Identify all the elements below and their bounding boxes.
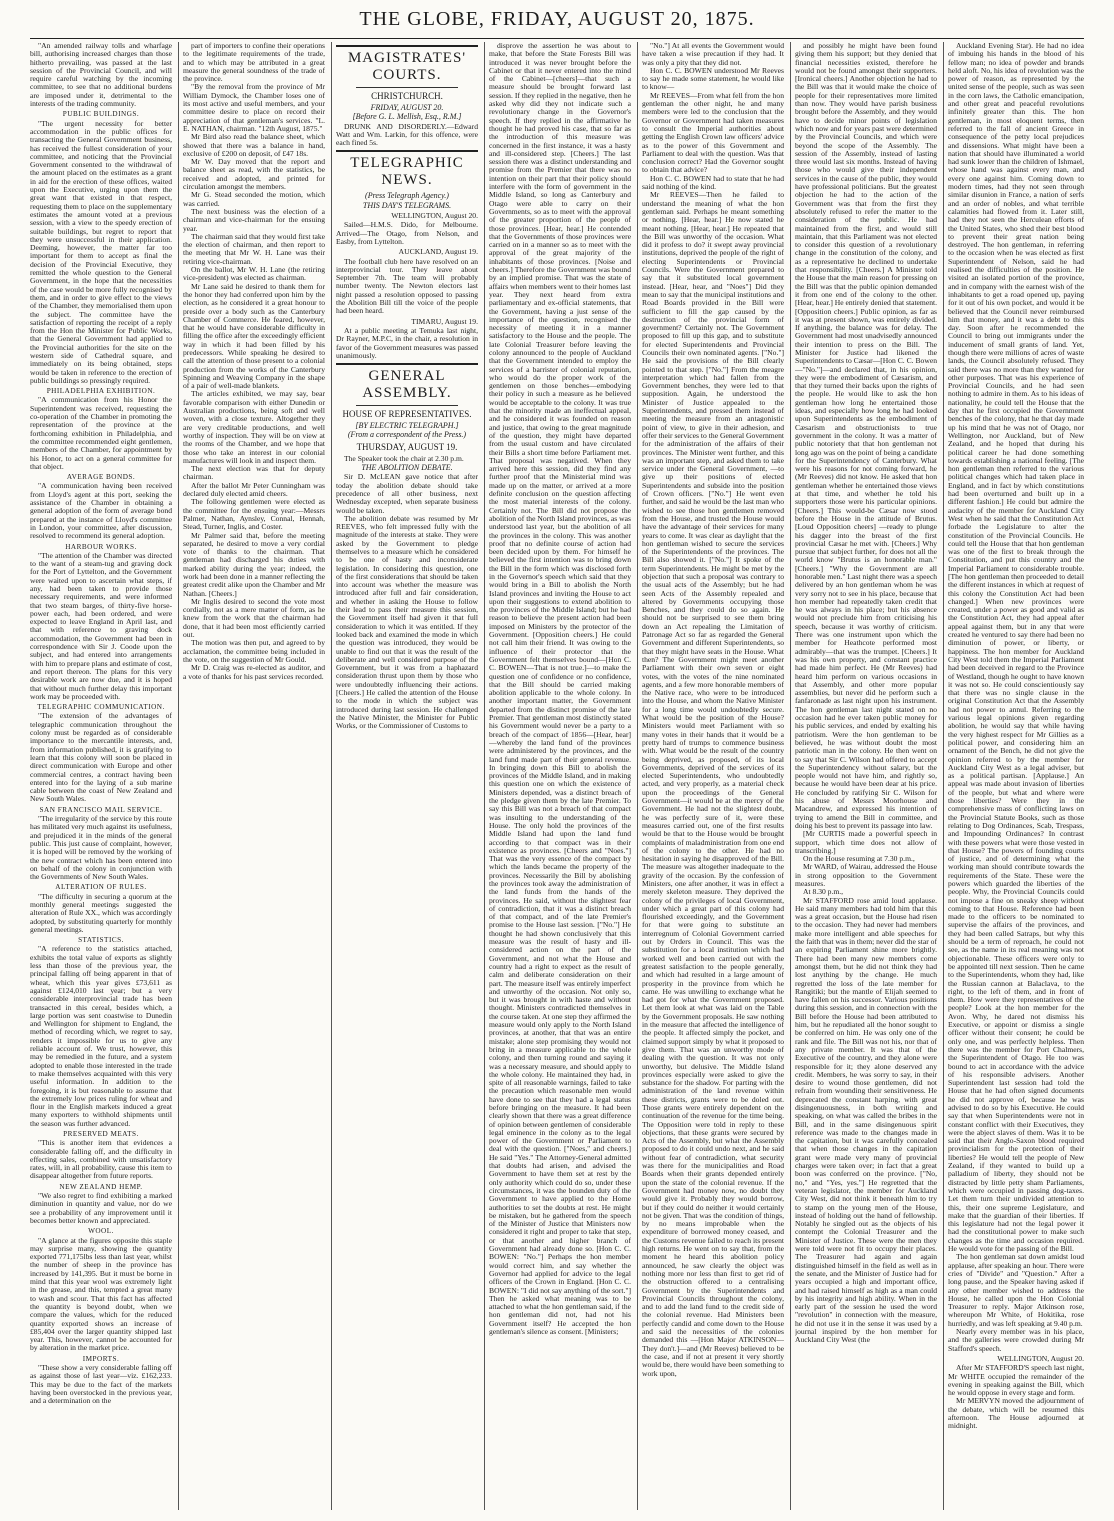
section-rule — [336, 363, 478, 365]
magistrates-bench: [Before G. L. Mellish, Esq., R.M.] — [352, 112, 462, 122]
section-heading: AVERAGE BONDS. — [66, 473, 136, 482]
article-paragraph: Nearly every member was in his place, and the galleries were crowded during Mr Stafford's speech. — [948, 1327, 1084, 1353]
article-paragraph: Hon C. C. BOWEN understood Mr Reeves to say he made some statement, he would like to know— — [642, 65, 784, 92]
assembly-sat: The Speaker took the chair at 2.30 p.m. — [344, 453, 464, 463]
article-paragraph: [Mr CURTIS made a powerful speech in support, which time does not allow of transcribing.] — [795, 829, 937, 855]
assembly-paragraph: Sir D. McLEAN gave notice that after today the abolition debate should take precedence of all other business, next Wednesday excepted, when separate business would be taken. — [336, 472, 478, 515]
section-heading: WOOL. — [88, 1227, 114, 1236]
column-7 — [948, 42, 1084, 1510]
article-paragraph: On the ballot, Mr W. H. Lane (the retiring vice-president) was elected as chairman. — [183, 265, 325, 283]
section-heading: IMPORTS. — [82, 1354, 120, 1363]
section-heading: HARBOUR WORKS. — [65, 542, 137, 551]
assembly-correspondent: (From a correspondent of the Press.) — [347, 430, 467, 440]
article-paragraph: "A communication having been received from Lloyd's agent at this port, seeking the assistance of the Chamber in obtaining a general adoption of the form of average bond prepared at the instance of Lloyd's committee in London, your committee, after discussion, resolved to recommend its general adoption. — [30, 481, 172, 541]
column-divider — [637, 42, 638, 1510]
article-paragraph: Mr REEVES—Then he failed to understand the meaning of what the hon gentleman said. Perhaps he meant something or nothing. [Hear, hear.] He now stated he meant nothing. [Hear, hear.] He repeated that the Bill was unworthy of the occasion. What did it profess to do? it swept away provincial institutions, deprived the people of the right of electing Superintendents or Provincial Councils. Were the Government prepared to say that it substituted local government instead. [Hear, hear, and "Noes"] Did they mean to say that the municipal institutions and Road Boards provided in the Bill were sufficient to fill the gap caused by the destruction of the provincial form of government? Certainly not. The Government proposed to fill up this gap, and to substitute for elected Superintendents and Provincial Councils their own nominated agents. ["No."] He said the provisions of the Bill clearly pointed to that step. ["No."] From the meagre interpretation which had fallen from the Government benches, they were led to that supposition. Again, he understood the Minister of Justice appealed to the Superintendents, and pressed them instead of meeting the measure from an antagonistic point of view, to give in their adhesion, and offer their services to the General Government for the administration of the affairs of their provinces. The Minister went further, and this was an important step, and asked them to take service under the General Government, —to give up their positions of elected Superintendents and subside into the position of Crown officers. ["No."] He went even further, and said he would be the last man who wished to see those hon gentlemen removed from the House, and trusted the House would have the advantage of their services for many years to come. It was clear as daylight that the hon gentleman wished to secure the services of the Superintendents of the provinces. The Bill also showed it. ["No."] It spoke of the term Superintendents. He might be met by the objection that such a proposal was contrary to the usual acts of the Assembly; but he had seen Acts of the Assembly repealed and altered by Governments occupying those Benches, and they could do so again. He should not be surprised to see them bring down an Act repealing the Limitation of Patronage Act so far as regarded the General Government and different Superintendents, so that they might have seats in the House. What then? The Government might meet another Parliament with their own seven or eight votes, with the votes of the nine nominated agents, and a few more honorable members of the Native race, who were to be introduced into the House, and whom the Native Minister for a long time would undoubtedly secure. What would be the position of the House? Ministers would meet Parliament with so many votes in their hands that it would be a pretty hard of trumps to commence business with. What would be the result of the country being deprived, as proposed, of its local Governments, deprived of the services of its elected Superintendents, who undoubtedly acted, and very properly, as a material check upon the proceedings of the General Government—it would be at the mercy of the Government. He had not the slightest doubt, he was perfectly sure of it, were these measures carried out, one of the first results would be that to the House would be brought complaints of maladministration from one end of the colony to the other. He had no hesitation in saying he disapproved of the Bill. The measure was altogether inadequate to the gravity of the occasion. By the confession of Ministers, one after another, it was in effect a merely skeleton measure. They deprived the colony of the privileges of local Government, under which a great part of this colony had flourished exceedingly, and the Government for that were going to substitute an interregnum of Colonial Government carried out by Orders in Council. This was the substitution for a local institution which had worked well and been carried out with the greatest satisfaction to the people generally, and which had resulted in a large amount of prosperity in the province from which he came. He was unwilling to exchange what he had got for what the Government proposed. Let them look at what was laid on the Table by the Government proposals. He saw nothing in the measure that affected the intelligence of the people. It affected simply the pocket, and claimed support simply by what it proposed to give them. That was an unworthy mode of dealing with the question. It was not only unworthy, but delusive. The Middle Island provinces especially were asked to give the substance for the shadow. For parting with the administration of the land revenue within these districts, grants were to be doled out. Those grants were entirely dependent on the continuation of the revenue for the time being. The Opposition were told in reply to these objections, that these grants were secured by Acts of the Assembly, but what the Assembly proposed to do it could undo next, and he said without fear of contradiction, what security was there for the municipalities and Road Boards when their grants depended entirely upon the state of the colonial revenue. If the Government had money now, no doubt they would give it. Probably they would borrow, but if they could do neither it would certainly not be given. That was the condition of things, by no means improbable when the expenditure of borrowed money ceased, and the Customs revenue failed to reach its present high returns. He went on to say that, from the moment he heard this abolition policy announced, he saw clearly the object was nothing more nor less than first to get rid of the obstruction offered to a centralising Government by the Superintendents and Provincial Councils throughout the colony, and to add the land fund to the credit side of the colonial revenue. Had Ministers been perfectly candid and come down to the House and said the necessities of the colonies demanded this —[Hon Major ATKINSON—They don't.]—and (Mr Reeves) believed to be the case, and if not at present it very shortly would be, there would have been something to work upon, — [642, 190, 784, 1378]
article-paragraph: On the House resuming at 7.30 p.m., — [803, 854, 915, 864]
column-divider — [178, 42, 179, 1510]
telegram-text: At a public meeting at Temuka last night, Dr Rayner, M.P.C, in the chair, a resolution in favor of the Government measures was passed unanimously. — [336, 325, 478, 360]
article-paragraph: Mr Palmer said that, before the meeting separated, he desired to move a very cordial vote of thanks to the chairman. That gentleman had discharged his duties with marked ability during the year; indeed, the work had been done in a manner reflecting the greatest credit alike upon the Chamber and Mr Nathan. [Cheers.] — [183, 530, 325, 598]
article-paragraph: "The difficulty in securing a quorum at the monthly general meetings suggested the alteration of Rule XX., which was accordingly adopted, by substituting quarterly for monthly general meetings. — [30, 891, 172, 934]
dateline: AUCKLAND, August 19. — [398, 247, 478, 257]
column-divider — [790, 42, 791, 1510]
telegraphic-title: TELEGRAPHIC NEWS. — [350, 155, 464, 189]
magistrates-date: FRIDAY, AUGUST 20. — [370, 103, 444, 112]
section-heading: PHILADELPHIA EXHIBITION. — [46, 387, 156, 396]
article-paragraph: At 8.30 p.m., — [803, 887, 844, 897]
column-5 — [642, 42, 784, 1510]
article-paragraph: The following gentlemen were elected as the committee for the ensuing year:—Messrs Palmer, Nathan, Aynsley, Connal, Hennah, Stead, Turner, Inglis, and Coster. — [183, 497, 325, 532]
article-paragraph: The motion was then put, and agreed to by acclamation, the committee being included in the vote, on the suggestion of Mr Gould. — [183, 638, 325, 664]
article-paragraph: "We also regret to find exhibiting a marked diminution in quantity and value, nor do we see a probability of any improvement until it becomes better known and appreciated. — [30, 1191, 172, 1225]
telegraphic-sub: THIS DAY'S TELEGRAMS. — [362, 200, 452, 210]
section-heading: TELEGRAPHIC COMMUNICATION. — [37, 703, 165, 712]
article-paragraph: Mr REEVES—From what fell from the hon gentleman the other night, he and many members were led to the conclusion that the Governor or Government had taken measures to consult the Imperial authorities about getting the English Crown law officers' advice as to the power of this Government and Parliament to deal with the question. Was that conclusion correct? Had the Governor sought to obtain that advice? — [642, 90, 784, 175]
article-paragraph: After Mr STAFFORD'S speech last night, Mr WHITE occupied the remainder of the evening in speaking against the Bill, which he would oppose in every stage and form. — [948, 1363, 1084, 1398]
column-4 — [489, 42, 631, 1510]
column-1 — [30, 42, 172, 1510]
section-heading: SAN FRANCISCO MAIL SERVICE. — [39, 805, 163, 814]
article-paragraph: Mr Lane said he desired to thank them for the honor they had conferred upon him by the election, as he considered it a great honour to preside over a body such as the Canterbury Chamber of Commerce. He feared, however, that he would have considerable difficulty in filling the office after the exceedingly efficient way in which it had been filled by his predecessors. While speaking he desired to call the attention of those present to a colonial production from the works of the Canterbury Spinning and Weaving Company in the shape of a pair of well-made blankets. — [183, 281, 325, 391]
column-divider — [484, 42, 485, 1510]
article-paragraph: Mr Bird also read the balance sheet, which showed that there was a balance in hand, exclusive of £200 on deposit, of £47 18s. — [183, 132, 325, 158]
section-rule — [336, 150, 478, 152]
magistrates-title: MAGISTRATES' COURTS. — [347, 50, 467, 83]
article-paragraph: disprove the assertion he was about to make, that before the State Forests Bill was introduced it was never brought before the Cabinet or that it never entered into the mind of the Cabinet—[cheers]—that such a measure should be brought forward last session. If they replied in the negative, then he asked why did they not indicate such a revolutionary change in the Governor's speech. If they replied in the affirmative he thought he had proved his case, that so far as the introduction of this measure was concerned in the first instance, it was a hasty and ill-considered step. [Cheers.] The last session there was a distinct understanding and promise from the Premier that there was no intention on their part that their policy should interfere with the form of government in the Middle Island, so long as Canterbury and Otago were able to carry on their Governments, so as to meet with the approval of the greater proportion of the people of those provinces. [Hear, hear.] He contended that the Governments of those provinces were carried on in a manner so as to meet with the approval of the great majority of the inhabitants of those provinces. [Noise and cheers.] Therefore the Government was bound by an implied promise. That was the state of affairs when members went to their homes last year. They next heard from extra parliamentary and ex-official statements, that the Government, having a just sense of the importance of the question, recognised the necessity of meeting it in a manner satisfactory to the House and the people. The late Colonial Treasurer before leaving the colony announced to the people of Auckland that the Government intended to employ the services of a barrister of colonial reputation, who would do the proper work of the gentlemen on those benches—embodying their policy in such a measure as he believed would be acceptable to the colony. It was true that the minority made an ineffectual appeal, and he considered it was founded on reason and justice, that owing to the great magnitude of the question, they might have departed from the usual custom and have circulated their Bills a short time before Parliament met. That proposal was negatived. When they arrived here this session, did they find any further proof that the Ministerial mind was made up on the matter, or arrived at a more definite conclusion on the question affecting the most material interests of the colony. Certainly not. The Bill did not propose the abolition of the North Island provinces, as was understood last year, but the abolition of all the provinces in the colony. This was another proof that no definite course of action had been decided upon by them. For himself he believed the first intention was to bring down the Bill in the form which was disclosed forth in the Governor's speech which said that they would bring in a Bill to abolish the North Island provinces and inviting the House to act upon their suggestions to extend abolition to the provinces of the Middle Island; but he had reason to believe the present action had been imposed on Ministers by the protector of the Government. [Opposition cheers.] He could not call him their friend. It was owing to the influence of their protector that the Government felt themselves bound—[Hon C. C. BOWEN—That is not true.]—to make the question one of confidence or no confidence, that the Bill should be carried making abolition applicable to the whole colony. In another important matter, the Government departed from the distinct promise of the late Premier. That gentleman most distinctly stated his Government would never be a party to a breach of the compact of 1856—[Hear, hear]—whereby the land fund of the provinces were administered by the provinces, and the land fund made part of their general revenue. In bringing down this Bill to abolish the provinces of the Middle Island, and in making this question one on which the existence of Ministers depended, was a distinct breach of the pledge given them by the late Premier. To say this Bill was not a breach of that compact was insulting to the understanding of the House. The only hold the provinces of the Middle Island had upon the land fund according to that compact was in their existence as provinces. [Cheers and "Noes."] That was the very essence of the compact by which the lands became the property of the provinces. Necessarily the Bill by abolishing the provinces took away the administration of the land funds from the hands of the provinces. He said, without the slightest fear of contradiction, that it was a distinct breach of that compact, and of the late Premier's promise to the House last session. ["No."] He thought he had shown conclusively that this measure was the result of hasty and ill-considered action on the part of the Government, and not what the House and country had a right to expect as the result of calm and deliberate consideration on their part. The measure itself was entirely imperfect and unworthy of the occasion. Not only so, but it was brought in with haste and without thought. Ministers contradicted themselves in the course taken. At one step they affirmed the measure would only apply to the North Island provinces, at another, that that was an entire mistake; alone step promising they would not bring in a measure applicable to the whole colony, and then turning round and saying it was a necessary measure, and should apply to the whole colony. He maintained they had, in spite of all reasonable warnings, failed to take the precaution which reasonable men would have done to see that they had a legal status before bringing on the measure. It had been clearly shown that there was a great difference of opinion between gentlemen of considerable legal eminence in the colony as to the legal power of the Government or Parliament to deal with the question. ["Noes," and cheers.] He said "Yes." The Attorney-General admitted that doubts had arisen, and advised the Government to have them set at rest by the only authority which could do so, under these circumstances, it was the bounden duty of the Government to have applied to the Home authorities to set the doubts at rest. He might be mistaken, but he gathered from the speech of the Minister of Justice that Ministers now considered it right and proper to take that step, or that another and higher branch of Government had already done so. [Hon C. C. BOWEN: "No."] Perhaps the hon member would correct him, and say whether the Governor had applied for advice to the legal officers of the Crown in England. [Hon C. C. BOWEN: "I did not say anything of the sort."] Then he asked what meaning was to be attached to what the hon gentleman said, if the hon gentleman did not, had not his Government itself? He accepted the hon gentleman's silence as consent. [Ministers; — [489, 42, 631, 1337]
article-paragraph: "No."] At all events the Government would have taken a wise precaution if they had. It was only a pity that they did not. — [642, 42, 784, 67]
article-paragraph: Auckland Evening Star). He had no idea of imbuing his hands in the blood of his fellow man; no idea of powder and brands held aloft. No, his idea of revolution was the power of reason, as represented by the united sense of the people, such as was seen in the corn laws, the Catholic emancipation, and other great and peaceful revolutions infinitely greater than this. The hon gentleman, in most eloquent terms, then referred to the fall of ancient Greece in consequence of the petty local prejudices and dissensions. What might have been a nation that should have illuminated a world had sunk lower than the children of Ishmael, whose hand was against every man, and every one against him. Coming down to modern times, had they not seen through similar disunion in France, a nation of serfs and an order of nobles, and what terrible calamities had flowed from it. Later still, had they not seen the Herculean efforts of the United States, who shed their best blood to prevent their great nation being destroyed. The hon gentleman, in referring to the occasion when he was elected as first Superintendent of Nelson, said he had realised the difficulties of the position. He visited an isolated portion of the province, and in company with the earnest wish of the inhabitants to get a road opened up, paying for it out of his own pocket, and would it be believed that the Council never reimbursed him that money, and it was a debt to this day. Soon after he recommended the Council to bring out immigrants under the inducement of small grants of land. Yet, though there were millions of acres of waste lands, the Council absolutely refused. They said there was no more than they wanted for other purposes. That was his experience of Provincial Councils, and he had seen nothing to admire in them. As to his ideas of nationality, he could tell the House that the day that he first occupied the Government benches of the colony, that he that day made up his mind that he was not of Otago, nor Wellington, nor Auckland, but of New Zealand, and he hoped that during his political career he had done something towards establishing a national feeling. [The hon gentleman then referred to the various political changes which had taken place in England, and in fact by which constitutions had been overturned and built up in a different fashion.] He could but admire the audacity of the member for Auckland City West when he said that the Constitution Act forbade the Legislature to alter the constitution of the Provincial Councils. He could tell the House that that hon gentleman was one of the first to break through the Constitution, and put this country and the Imperial Parliament to considerable trouble. [The hon gentleman then proceeded to detail the different instances in which at request of this colony the Constitution Act had been changed.] When new provinces were created, under a power as good and valid as the Constitution Act, they had appeal after appeal against them, but in any that were created he ventured to say there had been no diminution of power, or liberty, or happiness. The hon member for Auckland City West told them the Imperial Parliament had been deceived in regard to the Province of Westland, though he ought to have known it was not so. He could conscientiously say that there was no single clause in the original Constitution Act that the Assembly had not power to annul. Referring to the various legal opinions given regarding abolition, he would say that while having the very highest respect for Mr Gillies as a political power, and considering him an ornament of the Bench, he did not give the opinion referred to by the member for Auckland City West as a legal adviser, but as a political partisan. [Applause.] An appeal was made about invasion of liberties of the people, but what and where were those liberties? Were they in the comprehensive mass of conflicting laws on the Provincial Statute Books, such as those relating to Dog Ordinances, Scab, Trespass, and Impounding Ordinances? In contrast with these powers what were those vested in that House? The powers of founding courts of justice, and of determining what the working man should contribute towards the requirements of the State. These were the powers which guarded the liberties of the people. Why, the Provincial Councils could not impose a fine on sneaky sheep without coming to that House. Reference had been made to the officers to be nominated to supervise the affairs of the provinces, and they had been called Satraps, but why this should be a term of reproach, he could not see, as the name in its real meaning was not objectionable. These officers were only to be appointed till next session. Then he came to the Superintendents, whom they had, like the Russian cannon at Balaclava, to the right, to the left of them, and in front of them. How were they representatives of the people? Look at the hon member for the Avon. Why, he dared not dismiss his Executive, or appoint or dismiss a single officer without their consent; he could be only one, and was perfectly helpless. Then there was the member for Port Chalmers, the Superintendent of Otago. He too was bound to act in accordance with the advice of his responsible advisers. Another Superintendent last session had told the House that he had often signed documents he did not approve of, because he was advised to do so by his Executive. He could say that when Superintendents were not in constant conflict with their Executives, they were the abject slaves of them. Was it to be said that their Anglo-Saxon blood required provincialism for the protection of their liberties? He would tell the people of New Zealand, if they wanted to build up a palladium of liberty, they should not be distracted by little petty sham Parliaments, which were occupied in passing dog-taxes. Let them turn their undivided attention to this, their one supreme Legislature, and make that the guardian of their liberties. If this legislature had not the legal power it had the constitutional power to make such changes as the time and occasion required. He would vote for the passing of the Bill. — [948, 42, 1084, 1254]
article-paragraph: The hon gentleman sat down amidst loud applause, after speaking an hour. There were cries of "Divide" and "Question." After a long pause, and the Speaker having asked if any other member wished to address the House, he called upon the Hon Colonial Treasurer to reply. Major Atkinson rose, whereupon Mr White, of Hokitika, rose hurriedly, and was left speaking at 9.40 p.m. — [948, 1252, 1084, 1328]
article-paragraph: "A glance at the figures opposite this staple may surprise many, showing the quantity exported 771,175lbs less than last year, whilst the number of sheep in the province has increased by 141,395. But it must be borne in mind that this year wool was extremely light in the grease, and this, tempted a great many to wash and scour. That this fact has affected the quantity is beyond doubt, when we compare the values, which for the reduced quantity exported shows an increase of £85,404 over the larger quantity shipped last year. This, however, cannot be accounted for by alteration in the market price. — [30, 1235, 172, 1353]
article-paragraph: "The urgent necessity for better accommodation in the public offices for transacting the General Government business, has received the fullest consideration of your committee, and noticing that the Provincial Government consented to the withdrawal of the amount placed on the estimates as a grant in aid for the erection of these offices, waited upon the Executive, urging upon them the great want that existed in that respect, requesting them to place on the supplementary estimates the amount voted at a previous session, with a view to the speedy erection of suitable buildings, but regret to report that they were unsuccessful in their application. Deeming, however, the matter far too important for them to accept as final the decision of the Provincial Executive, they remitted the whole question to the General Government, in the hope that the necessities of the case would be more fully recognised by them, and in order to give effect to the views of the Chamber, they memorialised them upon the subject. The committee have the satisfaction of reporting the receipt of a reply from the Hon the Minister for Public Works, that the General Government had applied to the Provincial authorities for the site on the western side of Cathedral square, and immediately on its being obtained, steps would be taken in reference to the erection of public buildings so pressingly required. — [30, 118, 172, 385]
assembly-debate: THE ABOLITION DEBATE. — [361, 463, 453, 473]
masthead-title: THE GLOBE, FRIDAY, AUGUST 20, 1875. — [359, 8, 755, 30]
magistrates-text: DRUNK AND DISORDERLY.—Edward Watt and Wm. Larkin, for this offence, were each fined 5s. — [336, 121, 478, 148]
dateline: WELLINGTON, August 20. — [997, 1353, 1084, 1363]
article-paragraph: Mr WARD, of Wairau, addressed the House in strong opposition to the Government measures. — [795, 862, 937, 888]
article-paragraph: Mr MERVYN moved the adjournment of the debate, which will be resumed this afternoon. The House adjourned at midnight. — [948, 1396, 1084, 1431]
column-3 — [336, 42, 478, 1510]
article-paragraph: The articles exhibited, we may say, bear favorable comparison with either Dunedin or Australian productions, being soft and well woven, with a close texture. Altogether they are very creditable productions, and well worthy of inspection. They will be on view at the rooms of the Chamber, and we hope that those who take an interest in our colonial manufactures will look in and inspect them. — [183, 389, 325, 465]
masthead-rule — [30, 38, 1084, 39]
article-paragraph: Mr D. Craig was re-elected as auditor, and a vote of thanks for his past services recorded. — [183, 663, 325, 681]
dateline: TIMARU, August 19. — [411, 316, 478, 326]
column-2 — [183, 42, 325, 1510]
article-paragraph: "The irregularity of the service by this route has militated very much against its usefulness, and prejudiced it in the minds of the general public. This just cause of complaint, however, it is hoped will be removed by the working of the new contract which has been entered into on behalf of the colony in conjunction with the Governments of New South Wales. — [30, 814, 172, 882]
article-paragraph: "A reference to the statistics attached, exhibits the total value of exports as slightly less than those of the previous year, the principal falling off being apparent in that of wheat, which this year gives £73,611 as against £124,010 last year; but a very considerable interprovincial trade has been transacted in this cereal, besides which, a large portion was sent coastwise to Dunedin and Wellington for shipment to England, the method of recording which, we regret to say, renders it impossible for us to give any reliable account of. We trust, however, this may be remedied in the future, and a system adopted to enable those interested in the trade to make themselves acquainted with this very useful information. In addition to the foregoing, it is but reasonable to assume that the extremely low prices ruling for wheat and flour in the English markets induced a great many exporters to withhold shipments until the season was further advanced. — [30, 944, 172, 1128]
telegraphic-agency: (Press Telegraph Agency.) — [365, 191, 449, 201]
section-heading: PUBLIC BUILDINGS. — [62, 110, 140, 119]
article-paragraph: Mr W. Day moved that the report and balance sheet as read, with the statistics, be received and adopted, and printed for circulation amongst the members. — [183, 157, 325, 192]
article-paragraph: After the ballot Mr Peter Cunningham was declared duly elected amid cheers. — [183, 480, 325, 499]
assembly-date: THURSDAY, AUGUST 19. — [356, 441, 458, 452]
telegram-text: The football club here have resolved on an interprovincial tour. They leave about September 7th. The team will probably number twenty. The Newton electors last night passed a resolution opposed to passing the Abolition Bill till the voice of the people had been heard. — [336, 256, 478, 316]
section-heading: PRESERVED MEATS. — [63, 1130, 139, 1138]
article-paragraph: Mr STAFFORD rose amid loud applause. He said many members had told him that this was a great occasion, but the House had risen to the occasion. They had never had members make more intelligent and able speeches for the faith that was in them; never did the star of an expiring Parliament shine more brightly. There had been many new members come amongst them, but he did not think they had lost anything by the change. He much regretted the loss of the late member for Rangitiki; but the mantle of Elijah seemed to have fallen on his successor. Various positions during this session, and in connection with the Bill before the House had been attributed to him, but he repudiated all the honor sought to be conferred on him. He was only one of the rank and file. The Bill was not his, nor that of any private member. It was that of the Executive of the country, and they alone were responsible for it; they alone deserved any credit. Members, he was sorry to say, in their desire to wound those gentlemen, did not refrain from wounding their sensitiveness. He deprecated the constant harping, with great disingenuousness, in both writing and speaking, on what was called the bribes in the Bill, and in the same disingenuous spirit reference was made to the changes made in the capitation, but it was carefully concealed that when those changes in the capitation grant were made very many of provincial charges were taken over; in fact that a great boon was conferred on the province. ["No, no," and "Yes, yes."] He regretted that the veteran legislator, the member for Auckland City West, did not think it beneath him to try to stamp on the young men of the House, instead of holding out the hand of fellowship. Notably he singled out as the objects of his contempt the Colonial Treasurer and the Minister of Justice. These were the men they were told were not fit to occupy their places. The Treasurer had again and again distinguished himself in the field as well as in the senate, and the Minister of Justice had for years occupied a high and important office, and had raised himself as high as a man could by his integrity and high ability. When in the early part of the session he used the word "revolution" in connection with the measure, he did not use it in the sense it was used by a journal inspired by the hon member for Auckland City West (the — [795, 895, 937, 1345]
article-paragraph: "These show a very considerable falling off as against those of last year—viz. £162,233. This may be due to the fact of the markets having been overstocked in the previous year, and a determination on the — [30, 1363, 172, 1406]
column-divider — [331, 42, 332, 1510]
assembly-title: GENERAL ASSEMBLY. — [362, 368, 452, 402]
article-paragraph: Mr G. Stead seconded the motion, which was carried. — [183, 190, 325, 208]
article-paragraph: The next business was the election of a chairman and vice-chairman for the ensuing year. — [183, 206, 325, 233]
article-paragraph: "By the removal from the province of Mr William Dymock, the Chamber loses one of its most active and useful members, and your committee desire to place on record their appreciation of that gentleman's services. "L. E. NATHAN, chairman. "12th August, 1875." — [183, 82, 325, 133]
article-paragraph: "This is another item that evidences a considerable falling off, and the difficulty in effecting sales, combined with unsatisfactory rates, will, in all probability, cause this item to disappear altogether from future reports. — [30, 1138, 172, 1181]
article-paragraph: and possibly he might have been found giving them his support; but they denied that financial necessities existed, therefore he would not be found amongst their supporters. [Ironical cheers.] Another objection he had to the Bill was that it would make the choice of people for their representatives more limited than now. They would have parish business brought before the Assembly, and they would have to decide minor points of legislation which now and for years past were determined by the Provincial Councils, and which were beyond the scope of the Assembly. The session of the Assembly, instead of lasting three would last six months. Instead of having those who would give their independent services in the cause of the public, they would have professional politicians. But the greatest objection he had to the action of the Government was that from the first they absolutely refused to refer the matter to the consideration of the public. He had maintained from the first, and would still maintain, that this Parliament was not elected to consider this question of a revolutionary change in the constitution of the colony, and as a representative he declined to undertake that responsibility. [Cheers.] A Minister told the House that the main reason for pressing on the Bill was that the public opinion demanded it from one end of the colony to the other. [Hear, hear.] He entirely denied that statement. [Opposition cheers.] Public opinion, as far as it was at present shown, was entirely divided. If anything, the balance was for delay. The Government had most unadvisedly announced their intention to press on the Bill. The Minister for Justice had likened the Superintendents to Cæsar—[Hon C. C. Bowen—"No."]—and declared that, in his opinion, they were the embodiment of Cæsarism, and that they turned their backs upon the rights of the people. He would like to ask the hon gentleman how long he entertained those ideas, and especially how long he had looked upon Superintendents as the embodiment of Cæsarism and obstructionists to true government in the colony. It was a matter of public notoriety that that hon gentleman not long ago was on the point of being a candidate for the Superintendency of Canterbury. What were his reasons for not coming forward, he (Mr Reeves) did not know. He asked that hon gentleman whether he entertained those views at that time, and whether he told his supporters those were his particular opinions. [Cheers.] This would-be Cæsar now stood before the House in the attitude of Brutus. [Loud Opposition cheers] —ready to plunge his dagger into the breast of the first provincial Cæsar he met with. [Cheers.] Why pursue that subject further, for does not all the world know "Brutus is an honorable man." [Cheers.] "Why the Government are all honorable men." Last night there was a speech delivered by an hon gentleman whom he was very sorry not to see in his place, because that hon member had repeatedly taken credit that he was always in his place; but his absence would not preclude him from criticising his speech, because it was worthy of criticism. There was one instrument upon which the member for Heathcote performed most admirably—that was the trumpet. [Cheers.] It was his own property, and constant practice had made him perfect. He (Mr Reeves) had heard him perform on various occasions in that Assembly, and other more popular assemblies, but never did he perform such a fanfaronade as last night upon his instrument. The hon gentleman last night stated on no occasion had he ever taken public money for his public services, and ended by exalting his patriotism. Were the hon gentleman to be believed, he was without doubt the most patriotic man in the colony. He then went on to say that Sir C. Wilson had offered to accept the Superintendency without salary, but the people would not have him, and rightly so, because he would have been dear at his price. He concluded by ratifying Sir C. Wilson for his abuse of Messrs Moorhouse and Macandrew, and expressed his intention of trying to amend the Bill in committee, and doing his best to prevent its passage into law. — [795, 42, 937, 830]
section-rule — [336, 45, 478, 47]
article-paragraph: Hon C. C. BOWEN had to state that he had said nothing of the kind. — [642, 173, 784, 192]
article-paragraph: The next election was that for deputy chairman. — [183, 464, 325, 482]
columns-area — [30, 42, 1084, 1512]
article-paragraph: "The attention of the Chamber was directed to the want of a steam-tug and graving dock for the Port of Lyttelton, and the Government were waited upon to ascertain what steps, if any, had been taken to provide those necessary requirements, and were informed that two steam barges, of thirty-five horse-power each, had been ordered, and were expected to leave England in April last, and that with reference to graving dock accommodation, the Government had been in correspondence with Sir J. Coode upon the subject, and had entered into arrangements with him to prepare plans and estimate of cost, and report thereon. The plans for this very desirable work are now due, and it is hoped that without much further delay this important work may be proceeded with. — [30, 550, 172, 701]
article-paragraph: part of importers to confine their operations to the legitimate requirements of the trade, and to which may be attributed in a great measure the general soundness of the trade of the province. — [183, 42, 325, 84]
dateline: WELLINGTON, August 20. — [391, 211, 478, 221]
section-heading: ALTERATION OF RULES. — [55, 883, 147, 892]
assembly-by: [BY ELECTRIC TELEGRAPH.] — [355, 421, 459, 431]
article-paragraph: "A communication from his Honor the Superintendent was received, requesting the co-operation of the Chamber in promoting the representation of the province at the forthcoming exhibition in Philadelphia, and the committee recommended eight gentlemen, members of the Chamber, for appointment by his Honor, to act on a general committee for that object. — [30, 395, 172, 471]
magistrates-place: CHRISTCHURCH. — [371, 91, 443, 101]
assembly-house: HOUSE OF REPRESENTATIVES. — [342, 409, 472, 420]
article-paragraph: The chairman said that they would first take the election of chairman, and then report to the meeting that Mr W. H. Lane was their retiring vice-chairman. — [183, 231, 325, 266]
section-rule — [356, 405, 458, 406]
telegram-text: Sailed—H.M.S. Dido, for Melbourne. Arrived—The Otago, from Nelson, and Easby, from Lyttelton. — [336, 220, 478, 246]
article-paragraph: "The extension of the advantages of telegraphic communication throughout the colony must be regarded as of considerable importance to the mercantile interests, and, from information published, it is gratifying to learn that this colony will soon be placed in direct communication with Europe and other commercial centres, a contract having been entered into for the laying of a sub marine cable between the coast of New Zealand and New South Wales. — [30, 711, 172, 804]
article-paragraph: Mr Inglis desired to second the vote most cordially, not as a mere matter of form, as he knew from the work that the chairman had done, that it had been most efficiently carried out. — [183, 596, 325, 640]
column-divider — [943, 42, 944, 1510]
section-heading: NEW ZEALAND HEMP. — [59, 1182, 143, 1191]
section-heading: STATISTICS. — [78, 936, 124, 945]
column-6 — [795, 42, 937, 1510]
assembly-paragraph: The abolition debate was resumed by Mr REEVES, who felt impressed fully with the magnitude of the interests at stake. They were asked by the Government to pledge themselves to a measure which he considered to be one of hasty and inconsiderate legislation. In considering this question, one of the first considerations that should be taken into account was whether the measure was introduced after full and fair consideration, and whether in asking the House to follow their lead to pass their measure this session, the Government itself had given it that full consideration to which it was entitled. If they looked back and examined the mode in which the question was introduced, they would be unable to find out that it was the result of the deliberate and well considered purpose of the Government, but it was from a haphazard consideration thrust upon them by those who were undoubtedly influencing their actions. [Cheers.] He called the attention of the House to the mode in which the subject was introduced during last session. He challenged the Native Minister, the Minister for Public Works, or the Commissioner of Customs to — [336, 513, 478, 731]
section-rule — [356, 87, 458, 88]
article-paragraph: "An amended railway tolls and wharfage bill, authorising increased charges than those hitherto prevailing, was passed at the last session of the Provincial Council, and will require careful watching by the incoming committee, to see that no additional burdens are imposed under it, detrimental to the interests of the trading community. — [30, 42, 172, 109]
